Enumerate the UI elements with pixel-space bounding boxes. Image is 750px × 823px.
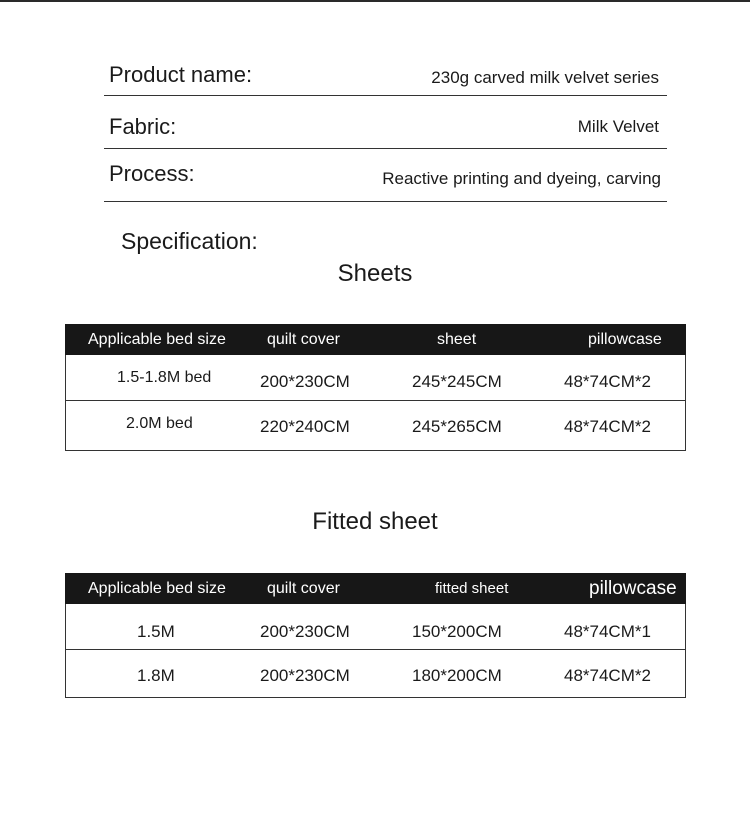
header-sheet: sheet (437, 331, 477, 348)
fitted-sheet-table-title: Fitted sheet (312, 508, 438, 535)
cell-bed-size: 1.8M (137, 666, 175, 685)
fabric-row (104, 96, 667, 149)
table-header-row (65, 324, 686, 355)
table-row (65, 650, 686, 698)
table-row (65, 355, 686, 401)
cell-bed-size: 1.5M (137, 622, 175, 641)
cell-bed-size: 1.5-1.8M bed (117, 369, 212, 386)
sheets-table-title: Sheets (337, 260, 413, 287)
header-quilt-cover: quilt cover (267, 580, 340, 597)
header-bed-size: Applicable bed size (88, 580, 226, 597)
fabric-value: Milk Velvet (577, 117, 659, 136)
cell-fitted-sheet: 150*200CM (412, 622, 502, 641)
product-name-label: Product name: (109, 62, 253, 87)
product-name-row (104, 56, 667, 96)
cell-pillowcase: 48*74CM*2 (564, 666, 651, 685)
cell-quilt-cover: 200*230CM (260, 372, 350, 391)
table-row (65, 401, 686, 451)
header-quilt-cover: quilt cover (267, 331, 340, 348)
product-name-value: 230g carved milk velvet series (431, 68, 659, 87)
cell-bed-size: 2.0M bed (126, 415, 193, 432)
cell-quilt-cover: 200*230CM (260, 666, 350, 685)
top-divider (0, 0, 750, 2)
cell-fitted-sheet: 180*200CM (412, 666, 502, 685)
table-header-row (65, 573, 686, 604)
process-label: Process: (109, 161, 195, 186)
header-bed-size: Applicable bed size (88, 331, 226, 348)
cell-quilt-cover: 220*240CM (260, 417, 350, 436)
header-fitted-sheet: fitted sheet (435, 580, 509, 597)
fabric-label: Fabric: (109, 114, 177, 139)
specification-label: Specification: (121, 228, 258, 254)
header-pillowcase: pillowcase (588, 331, 662, 348)
cell-pillowcase: 48*74CM*2 (564, 372, 651, 391)
header-pillowcase: pillowcase (589, 578, 677, 599)
cell-sheet: 245*265CM (412, 417, 502, 436)
fitted-sheet-table (65, 573, 686, 698)
sheets-table (65, 324, 686, 451)
cell-quilt-cover: 200*230CM (260, 622, 350, 641)
cell-pillowcase: 48*74CM*2 (564, 417, 651, 436)
cell-pillowcase: 48*74CM*1 (564, 622, 651, 641)
table-row (65, 604, 686, 650)
cell-sheet: 245*245CM (412, 372, 502, 391)
process-row (104, 149, 667, 202)
process-value: Reactive printing and dyeing, carving (382, 169, 661, 188)
